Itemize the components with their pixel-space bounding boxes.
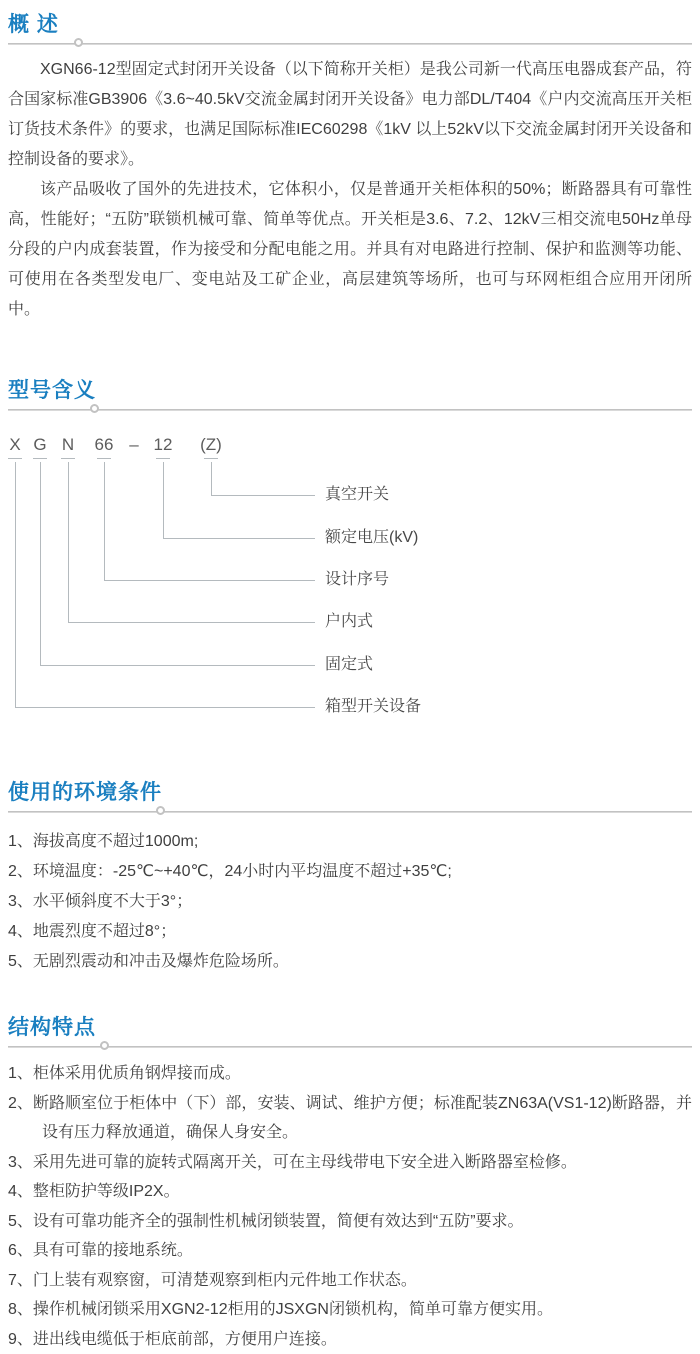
structure-item-5: 5、设有可靠功能齐全的强制性机械闭锁装置，简便有效达到“五防”要求。: [8, 1207, 692, 1237]
environment-item-4: 4、地震烈度不超过8°；: [8, 917, 692, 947]
code-tick: [156, 458, 170, 459]
model-label-box-switchgear: 箱型开关设备: [325, 697, 421, 717]
document-page: [0, 12, 700, 1344]
structure-title: 结构特点: [8, 1015, 692, 1041]
environment-list: [8, 827, 692, 977]
model-code-part-g: G: [33, 435, 46, 455]
code-tick: [33, 458, 47, 459]
environment-divider: [8, 811, 692, 813]
structure-item-3: 3、采用先进可靠的旋转式隔离开关，可在主母线带电下安全进入断路器室检修。: [8, 1148, 692, 1178]
section-model-meaning: [8, 378, 692, 731]
model-label-rated-voltage: 额定电压(kV): [325, 528, 418, 548]
code-tick: [8, 458, 22, 459]
overview-paragraph-2: 该产品吸收了国外的先进技术，它体积小，仅是普通开关柜体积的50%；断路器具有可靠性高，性能好；“五防”联锁机械可靠、简单等优点。开关柜是3.6、7.2、12kV三相交流电50Hz单母分段的户内成套装置，作为接受和分配电能之用。并具有对电路进行控制、保护和监测等功能、可使用在各类型发电厂、变电站及工矿企业，高层建筑等场所，也可与环网柜组合应用开闭所中。: [8, 175, 692, 325]
model-code-part-z: (Z): [200, 435, 222, 455]
structure-item-1: 1、柜体采用优质角钢焊接而成。: [8, 1059, 692, 1089]
environment-item-1: 1、海拔高度不超过1000m;: [8, 827, 692, 857]
divider-circle-icon: [74, 38, 83, 47]
environment-title: 使用的环境条件: [8, 780, 692, 806]
divider-circle-icon: [156, 806, 165, 815]
model-label-vacuum-switch: 真空开关: [325, 485, 389, 505]
code-tick: [204, 458, 218, 459]
section-overview: [8, 12, 692, 325]
structure-item-6: 6、具有可靠的接地系统。: [8, 1236, 692, 1266]
code-tick: [61, 458, 75, 459]
model-label-indoor-type: 户内式: [325, 612, 373, 632]
model-code-diagram: [8, 411, 692, 731]
leader-line-g: [40, 462, 41, 665]
structure-item-9: 9、进出线电缆低于柜底前部，方便用户连接。: [8, 1325, 692, 1354]
structure-item-8: 8、操作机械闭锁采用XGN2-12柜用的JSXGN闭锁机构，简单可靠方便实用。: [8, 1295, 692, 1325]
leader-line-66: [104, 462, 105, 580]
model-code-part-66: 66: [95, 435, 114, 455]
environment-item-2: 2、环境温度：-25℃~+40℃，24小时内平均温度不超过+35℃;: [8, 857, 692, 887]
leader-line-66-h: [104, 580, 315, 581]
structure-item-4: 4、整柜防护等级IP2X。: [8, 1177, 692, 1207]
model-code-part-12: 12: [154, 435, 173, 455]
model-code-part-x: X: [9, 435, 20, 455]
model-label-design-serial: 设计序号: [325, 570, 389, 590]
overview-paragraph-1: XGN66-12型固定式封闭开关设备（以下简称开关柜）是我公司新一代高压电器成套产品，符合国家标准GB3906《3.6~40.5kV交流金属封闭开关设备》电力部DL/T404《户内交流高压开关柜订货技术条件》的要求，也满足国际标准IEC60298《1kV 以上52kV以下交流金属封闭开关设备和控制设备的要求》。: [8, 55, 692, 175]
leader-line-n-h: [68, 622, 315, 623]
leader-line-z: [211, 462, 212, 495]
model-code-part-dash: –: [129, 435, 138, 455]
environment-item-5: 5、无剧烈震动和冲击及爆炸危险场所。: [8, 947, 692, 977]
section-structure: [8, 1015, 692, 1354]
structure-list: [8, 1059, 692, 1354]
structure-item-7: 7、门上装有观察窗，可清楚观察到柜内元件地工作状态。: [8, 1266, 692, 1296]
model-label-fixed-type: 固定式: [325, 655, 373, 675]
overview-title: 概 述: [8, 12, 692, 38]
structure-item-2: 2、断路顺室位于柜体中（下）部，安装、调试、维护方便；标准配装ZN63A(VS1-12)断路器，并设有压力释放通道，确保人身安全。: [8, 1089, 692, 1148]
section-environment: [8, 780, 692, 977]
leader-line-n: [68, 462, 69, 622]
divider-circle-icon: [100, 1041, 109, 1050]
leader-line-x-h: [15, 707, 315, 708]
leader-line-z-h: [211, 495, 315, 496]
overview-divider: [8, 43, 692, 45]
code-tick: [97, 458, 111, 459]
leader-line-x: [15, 462, 16, 707]
structure-divider: [8, 1046, 692, 1048]
leader-line-12: [163, 462, 164, 538]
leader-line-g-h: [40, 665, 315, 666]
model-code-part-n: N: [62, 435, 74, 455]
model-meaning-title: 型号含义: [8, 378, 692, 404]
environment-item-3: 3、水平倾斜度不大于3°；: [8, 887, 692, 917]
leader-line-12-h: [163, 538, 315, 539]
